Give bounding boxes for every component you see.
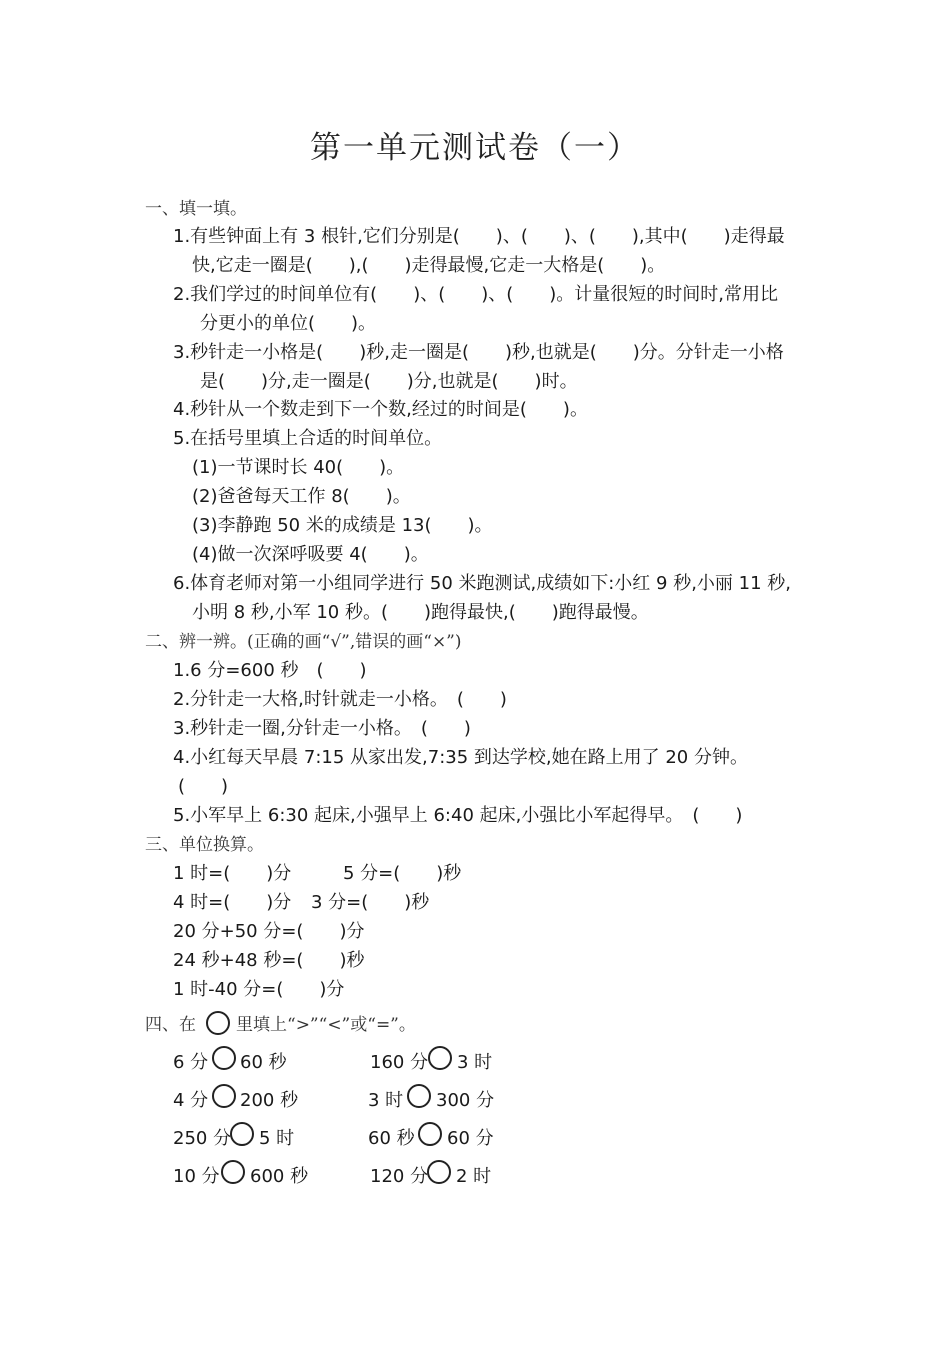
judge-item-3: 3.秒针走一圈,分针走一小格。 ( ) (173, 718, 471, 739)
convert-1a: 1 时=( )分 (173, 863, 292, 884)
question-1-line-2: 快,它走一圈是( ),( )走得最慢,它走一大格是( )。 (192, 255, 666, 276)
convert-2a: 4 时=( )分 (173, 892, 292, 913)
judge-item-1: 1.6 分=600 秒 ( ) (173, 660, 367, 681)
judge-item-4-line-1: 4.小红每天早晨 7:15 从家出发,7:35 到达学校,她在路上用了 20 分钟。 (173, 747, 748, 768)
section-heading-compare-tail: 里填上“>”“<”或“=”。 (236, 1015, 416, 1035)
compare-6-circle-icon[interactable] (418, 1122, 442, 1146)
compare-5-left: 250 分 (173, 1128, 232, 1149)
convert-4: 24 秒+48 秒=( )秒 (173, 950, 365, 971)
convert-1b: 5 分=( )秒 (343, 863, 462, 884)
question-5-item-1: (1)一节课时长 40( )。 (192, 457, 405, 478)
section-heading-judge: 二、辨一辨。(正确的画“√”,错误的画“×”) (145, 632, 462, 652)
judge-item-2: 2.分针走一大格,时针就走一小格。 ( ) (173, 689, 507, 710)
convert-3: 20 分+50 分=( )分 (173, 921, 365, 942)
question-4: 4.秒针从一个数走到下一个数,经过的时间是( )。 (173, 399, 588, 420)
question-5: 5.在括号里填上合适的时间单位。 (173, 428, 443, 449)
section-heading-convert: 三、单位换算。 (145, 835, 264, 855)
question-1-line-1: 1.有些钟面上有 3 根针,它们分别是( )、( )、( ),其中( )走得最 (173, 226, 785, 247)
judge-item-5: 5.小军早上 6:30 起床,小强早上 6:40 起床,小强比小军起得早。 ( ) (173, 805, 743, 826)
question-3-line-1: 3.秒针走一小格是( )秒,走一圈是( )秒,也就是( )分。分针走一小格 (173, 342, 784, 363)
compare-2-left: 160 分 (370, 1052, 429, 1073)
compare-4-left: 3 时 (368, 1090, 404, 1111)
question-6-line-1: 6.体育老师对第一小组同学进行 50 米跑测试,成绩如下:小红 9 秒,小丽 11 秒, (173, 573, 791, 594)
question-5-item-4: (4)做一次深呼吸要 4( )。 (192, 544, 429, 565)
compare-3-left: 4 分 (173, 1090, 209, 1111)
question-3-line-2: 是( )分,走一圈是( )分,也就是( )时。 (200, 371, 578, 392)
question-5-item-2: (2)爸爸每天工作 8( )。 (192, 486, 411, 507)
page-title: 第一单元测试卷（一） (310, 130, 640, 166)
section-heading-compare: 四、在 (145, 1015, 196, 1035)
compare-4-circle-icon[interactable] (407, 1084, 431, 1108)
compare-7-right: 600 秒 (250, 1166, 309, 1187)
compare-7-left: 10 分 (173, 1166, 220, 1187)
compare-2-circle-icon[interactable] (428, 1046, 452, 1070)
section-heading-fill: 一、填一填。 (145, 199, 247, 219)
question-2-line-2: 分更小的单位( )。 (200, 313, 377, 334)
compare-5-circle-icon[interactable] (230, 1122, 254, 1146)
question-2-line-1: 2.我们学过的时间单位有( )、( )、( )。计量很短的时间时,常用比 (173, 284, 779, 305)
blank-circle-icon (206, 1011, 230, 1035)
question-5-item-3: (3)李静跑 50 米的成绩是 13( )。 (192, 515, 493, 536)
convert-2b: 3 分=( )秒 (311, 892, 430, 913)
question-6-line-2: 小明 8 秒,小军 10 秒。( )跑得最快,( )跑得最慢。 (192, 602, 649, 623)
compare-5-right: 5 时 (259, 1128, 295, 1149)
compare-1-right: 60 秒 (240, 1052, 287, 1073)
compare-7-circle-icon[interactable] (221, 1160, 245, 1184)
compare-1-circle-icon[interactable] (212, 1046, 236, 1070)
compare-4-right: 300 分 (436, 1090, 495, 1111)
compare-8-right: 2 时 (456, 1166, 492, 1187)
convert-5: 1 时-40 分=( )分 (173, 979, 345, 1000)
compare-6-right: 60 分 (447, 1128, 494, 1149)
compare-1-left: 6 分 (173, 1052, 209, 1073)
compare-3-right: 200 秒 (240, 1090, 299, 1111)
compare-6-left: 60 秒 (368, 1128, 415, 1149)
compare-8-circle-icon[interactable] (427, 1160, 451, 1184)
compare-2-right: 3 时 (457, 1052, 493, 1073)
compare-8-left: 120 分 (370, 1166, 429, 1187)
judge-item-4-line-2: ( ) (178, 776, 229, 797)
compare-3-circle-icon[interactable] (212, 1084, 236, 1108)
